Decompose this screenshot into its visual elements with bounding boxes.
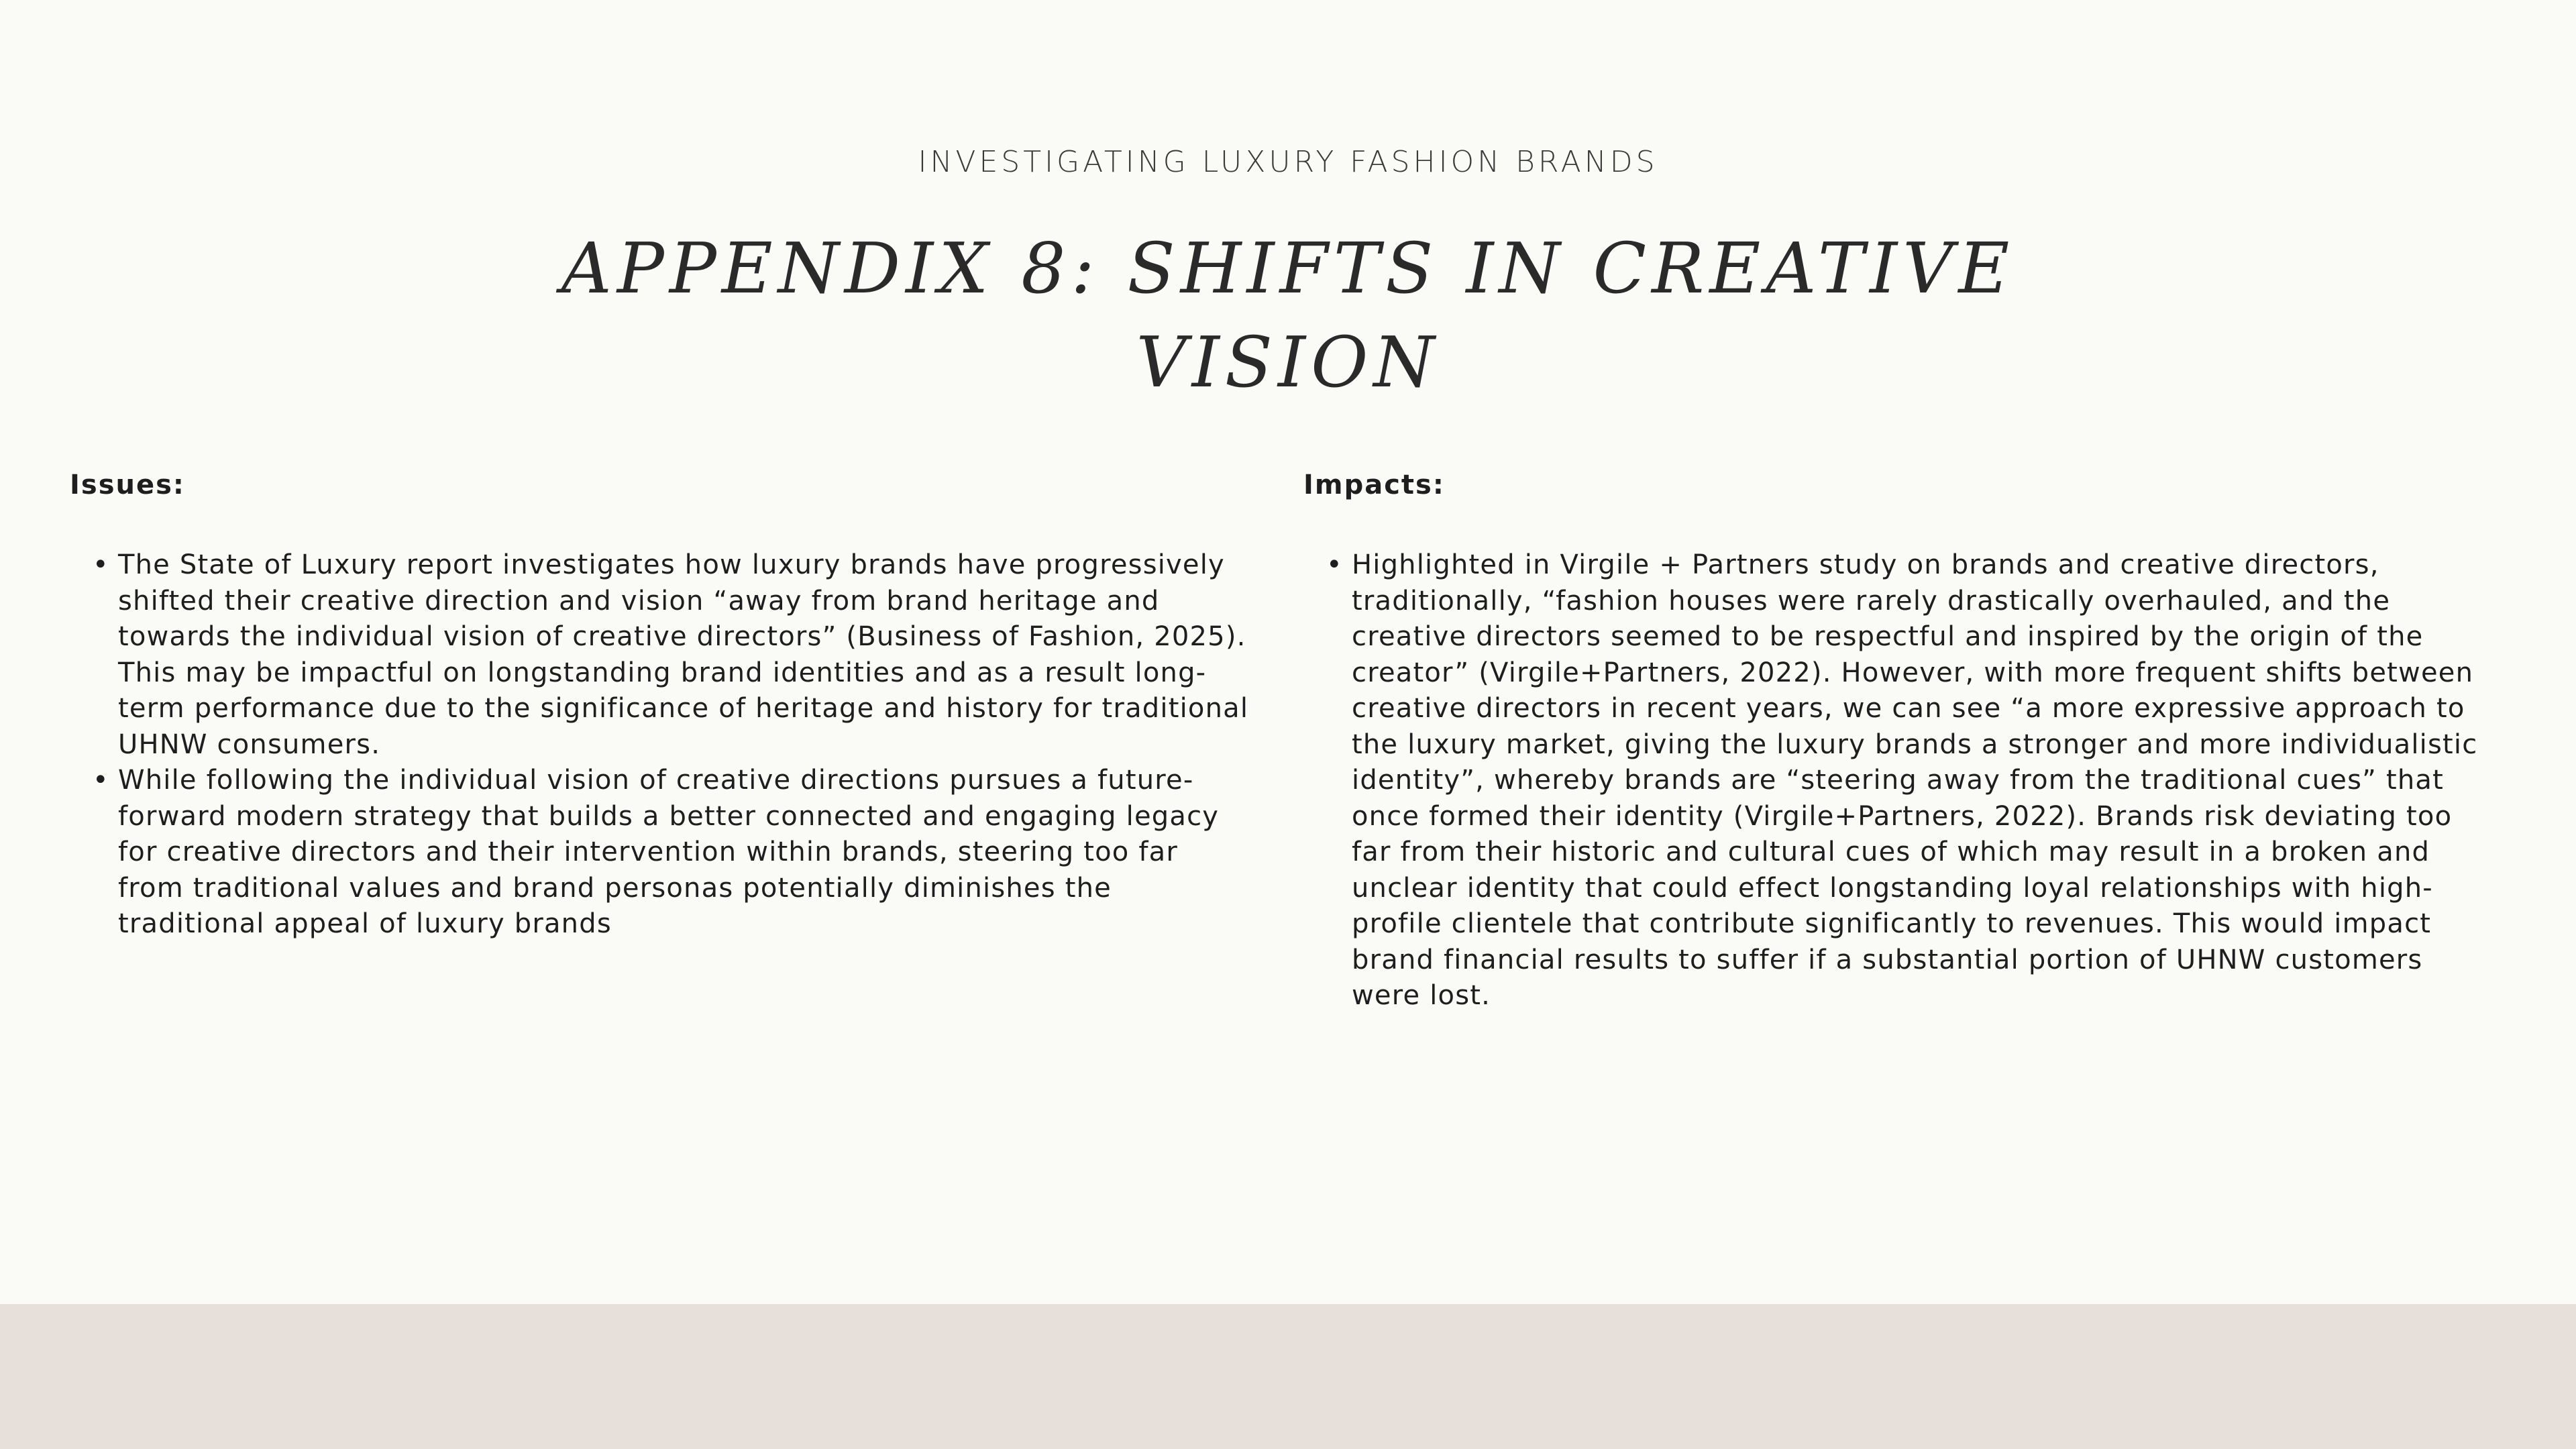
bullet-icon: • (93, 765, 109, 796)
issues-list (70, 547, 1250, 943)
list-item (93, 547, 1250, 763)
impacts-list (1303, 547, 2484, 1014)
bullet-icon: • (93, 549, 109, 580)
issues-heading: Issues: (70, 470, 185, 500)
list-item (93, 763, 1250, 943)
bullet-icon: • (1326, 549, 1343, 580)
page-title: APPENDIX 8: SHIFTS IN CREATIVE VISION (561, 227, 2015, 403)
eyebrow-heading: INVESTIGATING LUXURY FASHION BRANDS (918, 145, 1658, 179)
impacts-column (1303, 470, 2484, 1014)
impact-text: Highlighted in Virgile + Partners study on brands and creative directors, traditionally, “fashion houses were rarely drastically overhauled, and the creative directors seemed to be respectful and inspired by the origin of the creator” (Virgile+Partners, 2022). However, with more frequent shifts between creative directors in recent years, we can see “a more expressive approach to the luxury market, giving the luxury brands a stronger and more individualistic identity”, whereby brands are “steering away from the traditional cues” that once formed their identity (Virgile+Partners, 2022). Brands risk deviating too far from their historic and cultural cues of which may result in a broken and unclear identity that could effect longstanding loyal relationships with high-profile clientele that contribute significantly to revenues. This would impact brand financial results to suffer if a substantial portion of UHNW customers were lost. (1352, 549, 2478, 1011)
list-item (1326, 547, 2484, 1014)
issue-text: While following the individual vision of creative directions pursues a future-forward modern strategy that builds a better connected and engaging legacy for creative directors and their intervention within brands, steering too far from traditional values and brand personas potentially diminishes the traditional appeal of luxury brands (118, 765, 1220, 939)
footer-band (0, 1304, 2576, 1449)
issue-text: The State of Luxury report investigates how luxury brands have progressively shifted their creative direction and vision “away from brand heritage and towards the individual vision of creative directors” (Business of Fashion, 2025). This may be impactful on longstanding brand identities and as a result long-term performance due to the significance of heritage and history for traditional UHNW consumers. (118, 549, 1249, 760)
impacts-heading: Impacts: (1303, 470, 1445, 500)
issues-column (70, 470, 1250, 943)
